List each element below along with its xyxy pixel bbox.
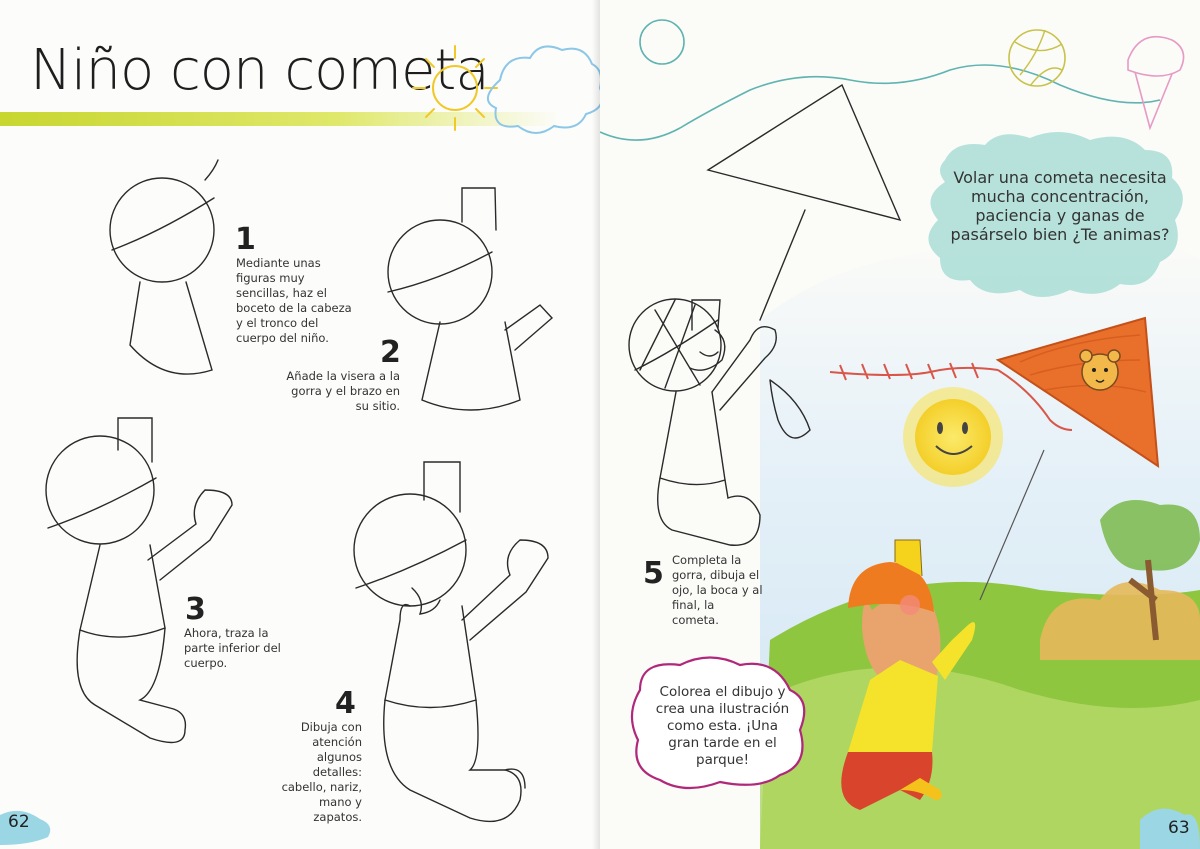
- balloon-icon: [640, 20, 684, 64]
- ice-cream-icon: [1128, 37, 1184, 128]
- step-number-3: 3: [185, 592, 206, 627]
- page-number-right: 63: [1168, 818, 1190, 838]
- step-number-5: 5: [643, 556, 664, 591]
- sketch-step-2: [388, 188, 552, 410]
- step-text-2: Añade la visera a la gorra y el brazo en su sitio.: [286, 369, 400, 413]
- sketch-step-3: [46, 418, 232, 743]
- color-bubble-text: Colorea el dibujo y crea una ilustración como esta. ¡Una gran tarde en el parque!: [655, 684, 790, 768]
- sketch-step-4: [354, 462, 548, 821]
- doodle-string: [600, 65, 1160, 140]
- step-text-3: Ahora, traza la parte inferior del cuerpo.: [184, 626, 281, 670]
- tip-bubble-text: Volar una cometa necesita mucha concentración, paciencia y ganas de pasárselo bien ¿Te animas?: [950, 168, 1170, 244]
- page-title: Niño con cometa: [30, 38, 489, 103]
- step-number-2: 2: [380, 335, 401, 370]
- sketch-kite: [708, 85, 900, 220]
- sun-icon: [413, 46, 497, 130]
- bear-face-icon: [1080, 350, 1120, 390]
- step-number-4: 4: [335, 686, 356, 721]
- step-text-1: Mediante unas figuras muy sencillas, haz el boceto de la cabeza y el tronco del cuerpo del niño.: [236, 256, 352, 345]
- right-page: [600, 0, 1200, 849]
- step-number-1: 1: [235, 222, 256, 257]
- step-text-5: Completa la gorra, dibuja el ojo, la boca y al final, la cometa.: [672, 553, 763, 627]
- beach-ball-icon: [1009, 30, 1065, 86]
- cloud-icon: [488, 46, 600, 133]
- step-text-4: Dibuja con atención algunos detalles: cabello, nariz, mano y zapatos.: [281, 720, 362, 824]
- color-sun: [903, 387, 1003, 487]
- sketch-step-1: [110, 160, 218, 374]
- page-number-left: 62: [8, 812, 30, 832]
